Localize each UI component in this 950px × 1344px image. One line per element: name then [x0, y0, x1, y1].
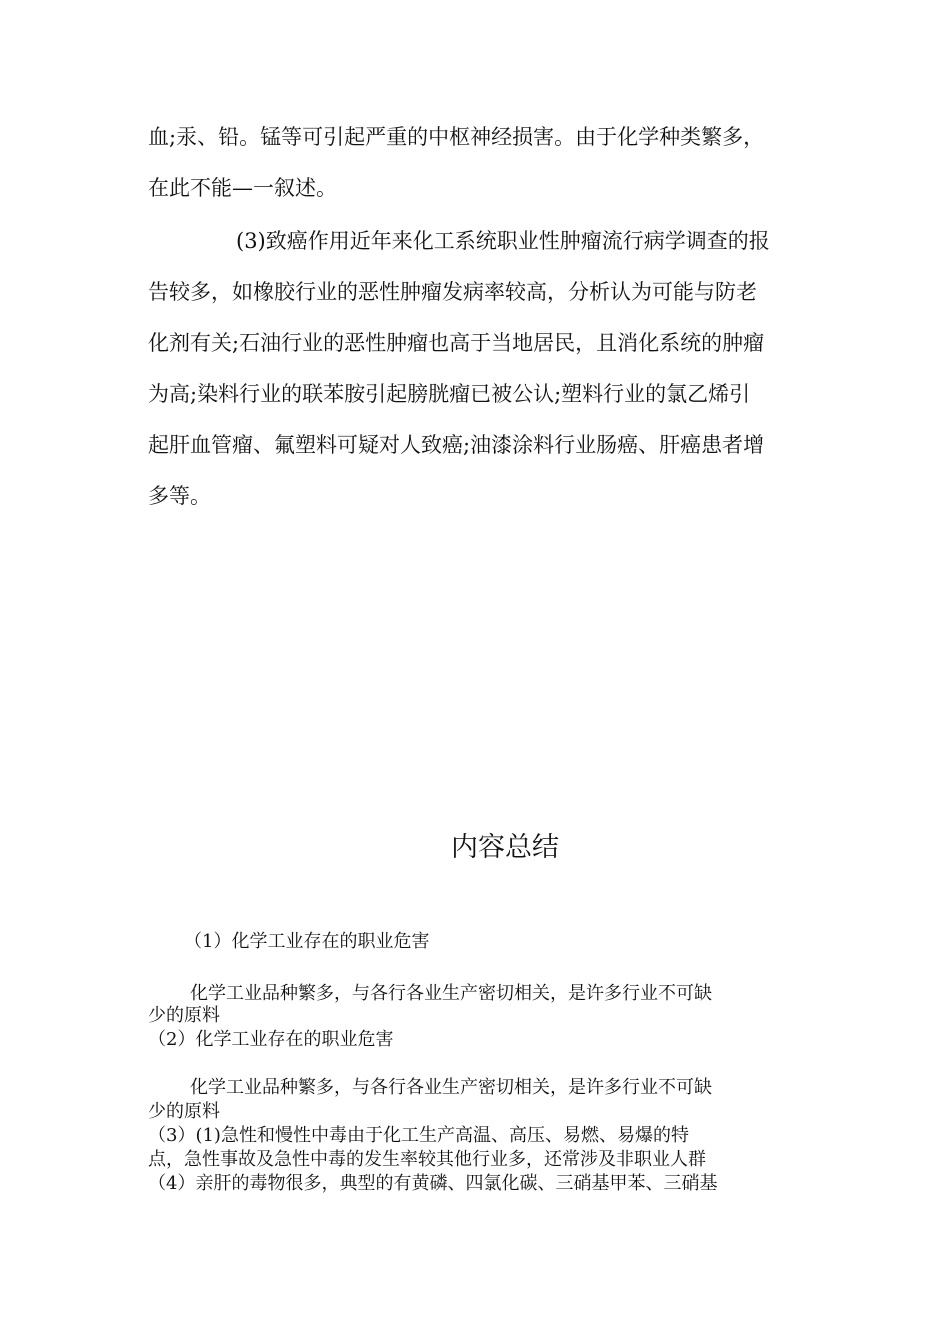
summary-line: 少的原料 — [148, 1005, 220, 1026]
text-line: 血;汞、铅。锰等可引起严重的中枢神经损害。由于化学种类繁多， — [148, 125, 765, 149]
summary-heading-2: （2）化学工业存在的职业危害 — [148, 1029, 394, 1050]
text-line: 告较多，如橡胶行业的恶性肿瘤发病率较高，分析认为可能与防老 — [148, 280, 757, 304]
text-line: 多等。 — [148, 484, 211, 508]
text-line: (3)致癌作用近年来化工系统职业性肿瘤流行病学调查的报 — [236, 229, 770, 253]
summary-line: 化学工业品种繁多，与各行各业生产密切相关，是许多行业不可缺 — [190, 1077, 712, 1098]
text-line: 在此不能—一叙述。 — [148, 176, 337, 200]
text-line: 起肝血管瘤、氟塑料可疑对人致癌;油漆涂料行业肠癌、肝癌患者增 — [148, 433, 765, 457]
text-line: 化剂有关;石油行业的恶性肿瘤也高于当地居民，且消化系统的肿瘤 — [148, 331, 765, 355]
summary-line: 少的原料 — [148, 1101, 220, 1122]
text-line: 为高;染料行业的联苯胺引起膀胱瘤已被公认;塑料行业的氯乙烯引 — [148, 382, 751, 406]
paragraph-2 — [148, 216, 808, 522]
summary-heading-4: （4）亲肝的毒物很多，典型的有黄磷、四氯化碳、三硝基甲苯、三硝基 — [148, 1173, 718, 1194]
summary-title: 内容总结 — [451, 832, 559, 863]
summary-line: 点，急性事故及急性中毒的发生率较其他行业多，还常涉及非职业人群 — [148, 1149, 706, 1170]
paragraph-1 — [148, 112, 808, 214]
summary-line: 化学工业品种繁多，与各行各业生产密切相关，是许多行业不可缺 — [190, 983, 712, 1004]
summary-heading-3: （3）(1)急性和慢性中毒由于化工生产高温、高压、易燃、易爆的特 — [148, 1125, 689, 1146]
summary-heading-1: （1）化学工业存在的职业危害 — [184, 931, 430, 952]
